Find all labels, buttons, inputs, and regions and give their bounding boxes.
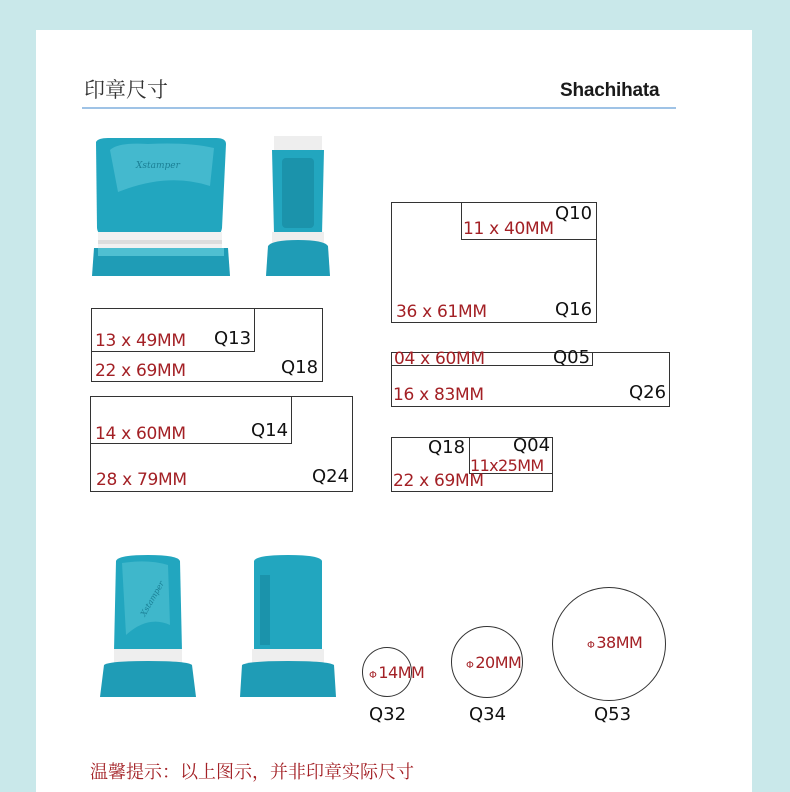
- code-label-q13: Q13: [214, 328, 252, 349]
- code-label-q32: Q32: [369, 704, 407, 725]
- size-label-q14: 14 x 60MM: [95, 424, 186, 444]
- size-label-q34: Φ 20MM: [466, 653, 522, 672]
- code-label-q18-right: Q18: [428, 437, 466, 458]
- phi-icon: Φ: [369, 670, 377, 681]
- code-label-q05: Q05: [553, 347, 591, 368]
- page-title: 印章尺寸: [84, 78, 168, 102]
- phi-icon: Φ: [587, 640, 595, 651]
- size-disclaimer-note: 温馨提示：以上图示，并非印章实际尺寸: [90, 762, 414, 783]
- code-label-q24: Q24: [312, 466, 350, 487]
- svg-text:Xstamper: Xstamper: [138, 579, 167, 618]
- size-label-q10: 11 x 40MM: [463, 219, 554, 239]
- code-label-q16: Q16: [555, 299, 593, 320]
- code-label-q04: Q04: [513, 435, 551, 456]
- code-label-q26: Q26: [629, 382, 667, 403]
- code-label-q34: Q34: [469, 704, 507, 725]
- size-label-q26: 16 x 83MM: [393, 385, 484, 405]
- round-stamp-front-image: [98, 555, 198, 700]
- rect-stamp-side-image: [262, 136, 337, 281]
- brand-logo: Shachihata: [560, 80, 660, 101]
- rect-stamp-front-image: [88, 136, 238, 281]
- size-label-q13: 13 x 49MM: [95, 331, 186, 351]
- code-label-q10: Q10: [555, 203, 593, 224]
- header-divider: [82, 107, 676, 109]
- round-stamp-side-image: [238, 555, 338, 700]
- phi-icon: Φ: [466, 660, 474, 671]
- size-label-q04: 11x25MM: [470, 456, 544, 475]
- size-label-q24: 28 x 79MM: [96, 470, 187, 490]
- size-label-q32: Φ 14MM: [369, 663, 425, 682]
- size-label-q18-left: 22 x 69MM: [95, 361, 186, 381]
- size-label-q05: 04 x 60MM: [394, 349, 485, 369]
- svg-text:Xstamper: Xstamper: [136, 161, 180, 171]
- code-label-q18-left: Q18: [281, 357, 319, 378]
- code-label-q14: Q14: [251, 420, 289, 441]
- size-label-q53: Φ 38MM: [587, 633, 643, 652]
- size-label-q16: 36 x 61MM: [396, 302, 487, 322]
- size-label-q18-right: 22 x 69MM: [393, 471, 484, 491]
- code-label-q53: Q53: [594, 704, 632, 725]
